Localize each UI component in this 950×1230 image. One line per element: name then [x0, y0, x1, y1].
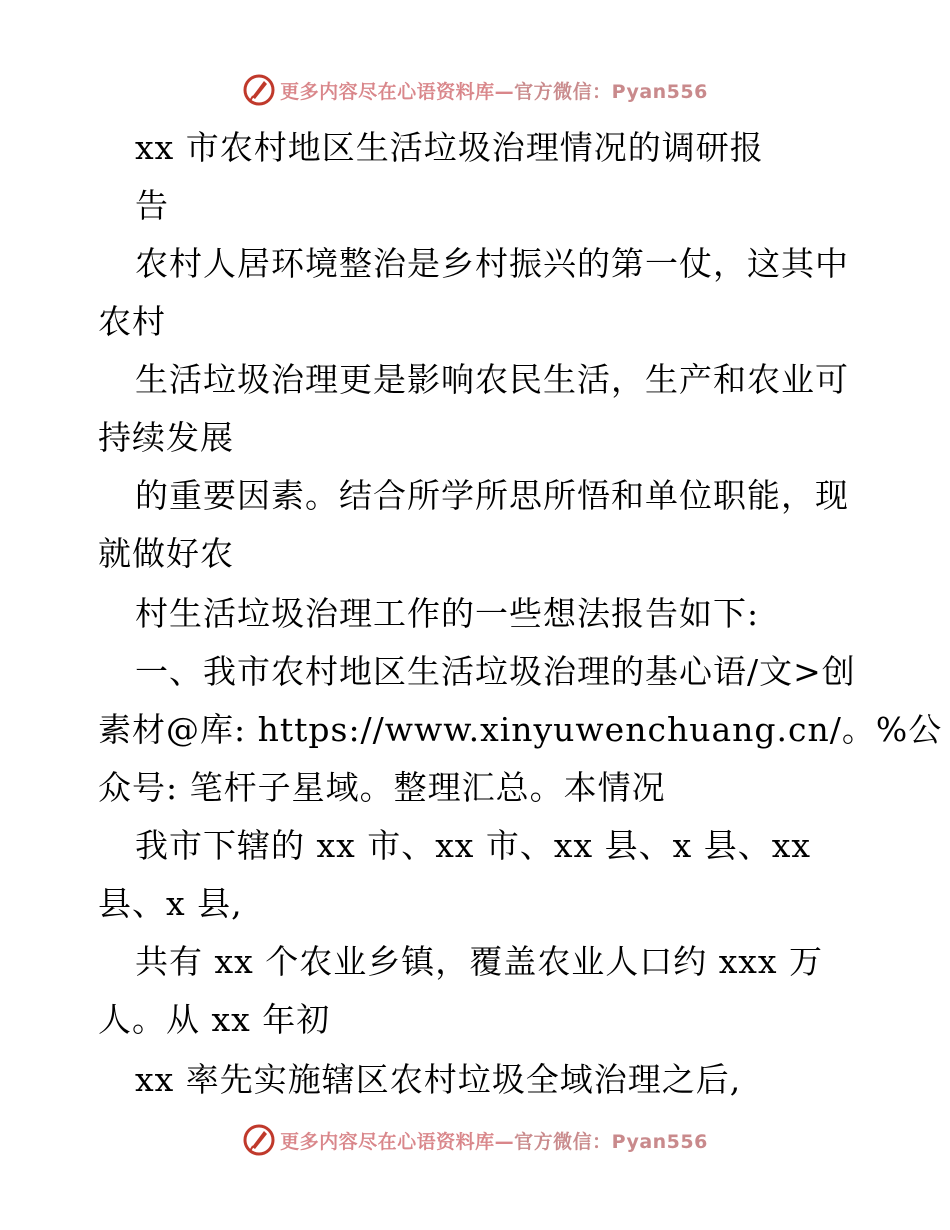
paragraph-line: 我市下辖的 xx 市、xx 市、xx 县、x 县、xx: [135, 826, 811, 865]
watermark-wechat-text: 官方微信：Pyan556: [514, 1130, 708, 1153]
paragraph-line: 持续发展: [98, 418, 234, 457]
section-heading-line: 一、我市农村地区生活垃圾治理的基心语/文>创: [135, 652, 856, 691]
paragraph-line: 农村人居环境整治是乡村振兴的第一仗，这其中: [135, 244, 849, 283]
paragraph-line: 村生活垃圾治理工作的一些想法报告如下:: [135, 594, 760, 633]
paragraph-line: xx 率先实施辖区农村垃圾全域治理之后,: [135, 1060, 742, 1099]
paragraph-line: 共有 xx 个农业乡镇，覆盖农业人口约 xxx 万: [135, 942, 824, 981]
paragraph-line: 素材@库: https://www.xinyuwenchuang.cn/。%公: [98, 710, 943, 749]
quill-logo-icon: [242, 1123, 276, 1157]
watermark-separator: —: [494, 80, 515, 103]
footer-watermark: [0, 1120, 950, 1160]
title-line-2: 告: [135, 186, 169, 225]
watermark-wechat-text: 官方微信：Pyan556: [514, 80, 708, 103]
watermark-text: [280, 77, 708, 104]
watermark-main-text: 更多内容尽在心语资料库: [280, 1130, 495, 1153]
paragraph-line: 就做好农: [98, 534, 234, 573]
quill-logo-icon: [242, 73, 276, 107]
title-line-1: xx 市农村地区生活垃圾治理情况的调研报: [135, 128, 764, 167]
watermark-separator: —: [494, 1130, 515, 1153]
watermark-text: [280, 1127, 708, 1154]
watermark-main-text: 更多内容尽在心语资料库: [280, 80, 495, 103]
paragraph-line: 生活垃圾治理更是影响农民生活，生产和农业可: [135, 360, 849, 399]
header-watermark: [0, 70, 950, 110]
paragraph-line: 县、x 县,: [98, 884, 243, 923]
paragraph-line: 农村: [98, 302, 166, 341]
paragraph-line: 的重要因素。结合所学所思所悟和单位职能，现: [135, 476, 849, 515]
paragraph-line: 人。从 xx 年初: [98, 1000, 331, 1039]
paragraph-line: 众号: 笔杆子星域。整理汇总。本情况: [98, 768, 666, 807]
